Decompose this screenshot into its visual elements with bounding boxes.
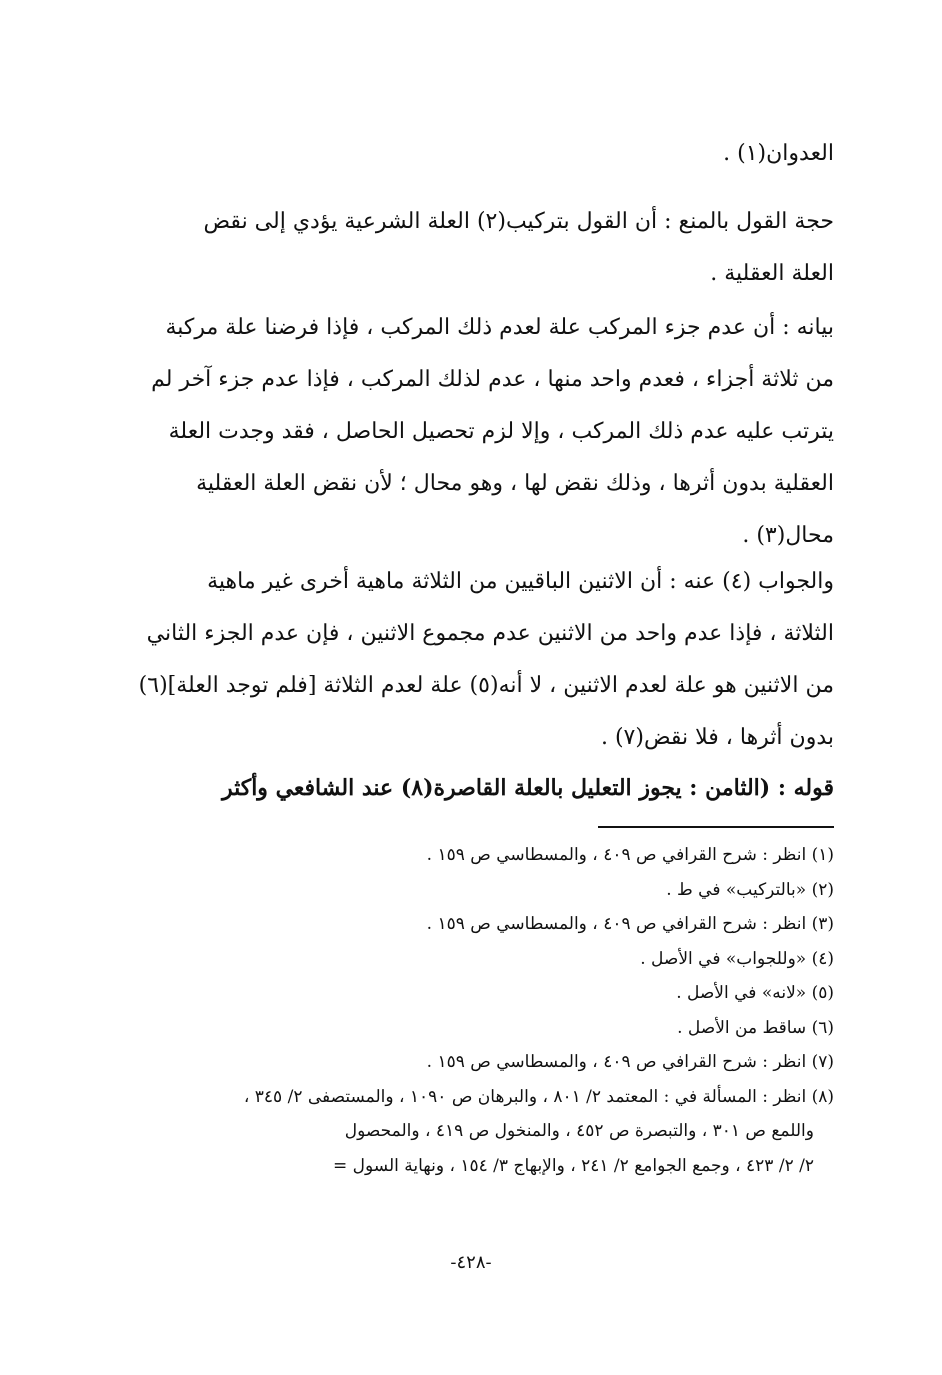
paragraph-line: بيانه : أن عدم جزء المركب علة لعدم ذلك المركب ، فإذا فرضنا علة مركبة	[165, 315, 834, 340]
paragraph-line: بدون أثرها ، فلا نقض(٧) .	[600, 725, 834, 750]
paragraph-line: حجة القول بالمنع : أن القول بتركيب(٢) العلة الشرعية يؤدي إلى نقض	[203, 209, 834, 234]
paragraph-line: والجواب (٤) عنه : أن الاثنين الباقيين من الثلاثة ماهية أخرى غير ماهية	[207, 569, 834, 594]
paragraph-line: العقلية بدون أثرها ، وذلك نقض لها ، وهو محال ؛ لأن نقض العلة العقلية	[196, 471, 834, 496]
paragraph-line: الثلاثة ، فإذا عدم واحد من الاثنين عدم مجموع الاثنين ، فإن عدم الجزء الثاني	[146, 621, 834, 646]
paragraph-4	[106, 556, 834, 764]
paragraph-line: من الاثنين هو علة لعدم الاثنين ، لا أنه(٥) علة لعدم الثلاثة [فلم توجد العلة](٦)	[138, 673, 834, 698]
paragraph-1	[106, 128, 834, 180]
paragraph-line: العدوان(١) .	[723, 141, 834, 166]
footnote-5: (٥) «لانه» في الأصل .	[676, 983, 834, 1003]
paragraph-line: من ثلاثة أجزاء ، فعدم واحد منها ، عدم لذلك المركب ، فإذا عدم جزء آخر لم	[151, 367, 834, 392]
section-heading: قوله : (الثامن : يجوز التعليل بالعلة القاصرة(٨) عند الشافعي وأكثر	[221, 775, 834, 801]
paragraph-line: يترتب عليه عدم ذلك المركب ، وإلا لزم تحصيل الحاصل ، فقد وجدت العلة	[168, 419, 834, 444]
footnote-8-continued: واللمع ص ٣٠١ ، والتبصرة ص ٤٥٢ ، والمنخول ص ٤١٩ ، والمحصول	[344, 1121, 814, 1141]
paragraph-2	[106, 196, 834, 300]
footnote-7: (٧) انظر : شرح القرافي ص ٤٠٩ ، والمسطاسي ص ١٥٩ .	[426, 1052, 834, 1072]
footnote-divider	[598, 826, 834, 828]
paragraph-line: العلة العقلية .	[710, 261, 834, 286]
footnote-1: (١) انظر : شرح القرافي ص ٤٠٩ ، والمسطاسي ص ١٥٩ .	[426, 845, 834, 865]
footnotes	[106, 838, 834, 1183]
footnote-8-continued: ٢/ ٢/ ٤٢٣ ، وجمع الجوامع ٢/ ٢٤١ ، والإبهاج ٣/ ١٥٤ ، ونهاية السول =	[333, 1155, 814, 1176]
footnote-3: (٣) انظر : شرح القرافي ص ٤٠٩ ، والمسطاسي ص ١٥٩ .	[426, 914, 834, 934]
footnote-2: (٢) «بالتركيب» في ط .	[666, 879, 834, 900]
paragraph-line: محال(٣) .	[742, 523, 834, 548]
page-number: -٤٢٨-	[450, 1252, 492, 1273]
footnote-8: (٨) انظر : المسألة في : المعتمد ٢/ ٨٠١ ، والبرهان ص ١٠٩٠ ، والمستصفى ٢/ ٣٤٥ ،	[243, 1086, 834, 1107]
paragraph-3	[106, 302, 834, 562]
footnote-6: (٦) ساقط من الأصل .	[677, 1017, 834, 1038]
footnote-4: (٤) «وللجواب» في الأصل .	[640, 948, 834, 969]
